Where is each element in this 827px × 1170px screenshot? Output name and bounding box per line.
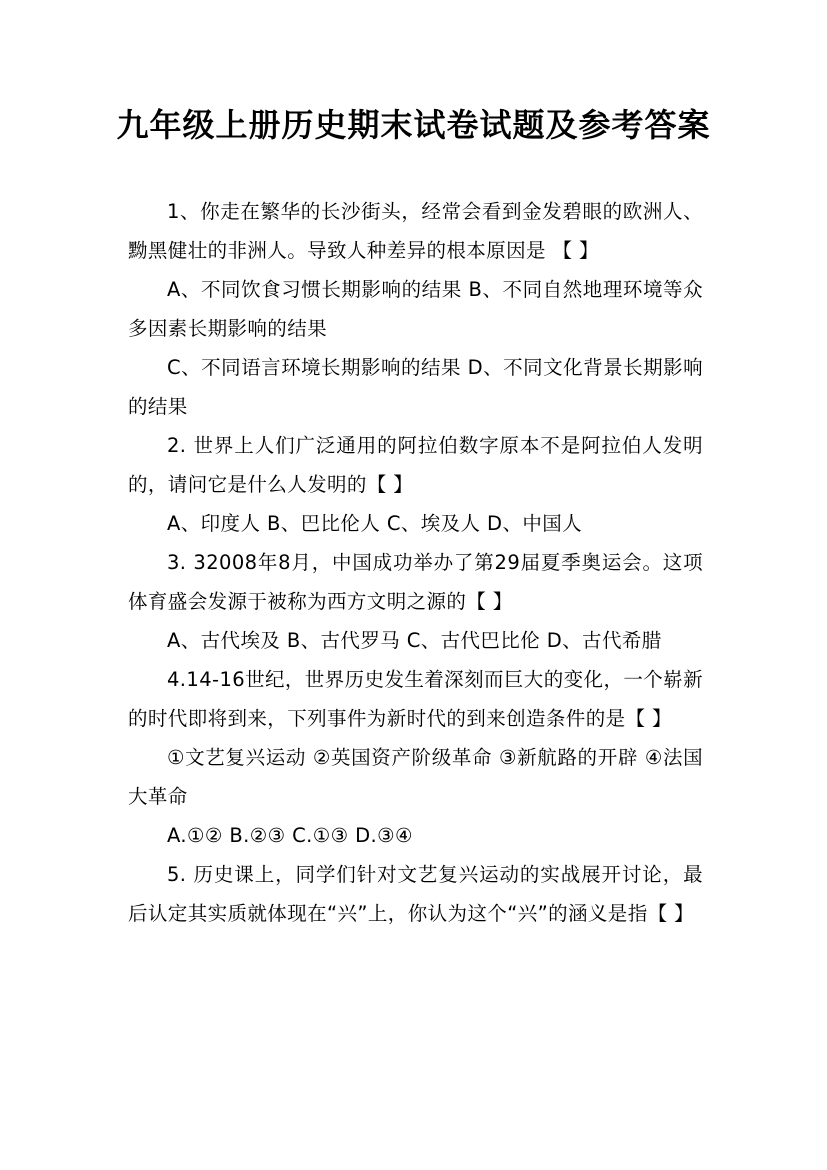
question-4-events: ①文艺复兴运动 ②英国资产阶级革命 ③新航路的开辟 ④法国大革命 [128,746,703,808]
question-2: 2. 世界上人们广泛通用的阿拉伯数字原本不是阿拉伯人发明的，请问它是什么人发明的【 】 [128,434,703,496]
question-4: 4.14-16世纪，世界历史发生着深刻而巨大的变化，一个崭新的时代即将到来，下列事件为新时代的到来创造条件的是【 】 [128,668,703,730]
question-3-options: A、古代埃及 B、古代罗马 C、古代巴比伦 D、古代希腊 [167,629,662,652]
document-body [128,192,703,933]
question-2-options: A、印度人 B、巴比伦人 C、埃及人 D、中国人 [167,512,583,535]
question-3: 3. 32008年8月，中国成功举办了第29届夏季奥运会。这项体育盛会发源于被称为西方文明之源的【 】 [128,551,703,613]
question-1-options-cd: C、不同语言环境长期影响的结果 D、不同文化背景长期影响的结果 [128,356,703,418]
question-1-options-ab: A、不同饮食习惯长期影响的结果 B、不同自然地理环境等众多因素长期影响的结果 [128,278,703,340]
question-1: 1、你走在繁华的长沙街头，经常会看到金发碧眼的欧洲人、黝黑健壮的非洲人。导致人种差异的根本原因是 【 】 [128,200,703,262]
question-4-options: A.①② B.②③ C.①③ D.③④ [167,824,413,847]
document-title: 九年级上册历史期末试卷试题及参考答案 [116,106,711,144]
question-5: 5. 历史课上，同学们针对文艺复兴运动的实战展开讨论，最后认定其实质就体现在“兴”上，你认为这个“兴”的涵义是指【 】 [128,863,703,925]
